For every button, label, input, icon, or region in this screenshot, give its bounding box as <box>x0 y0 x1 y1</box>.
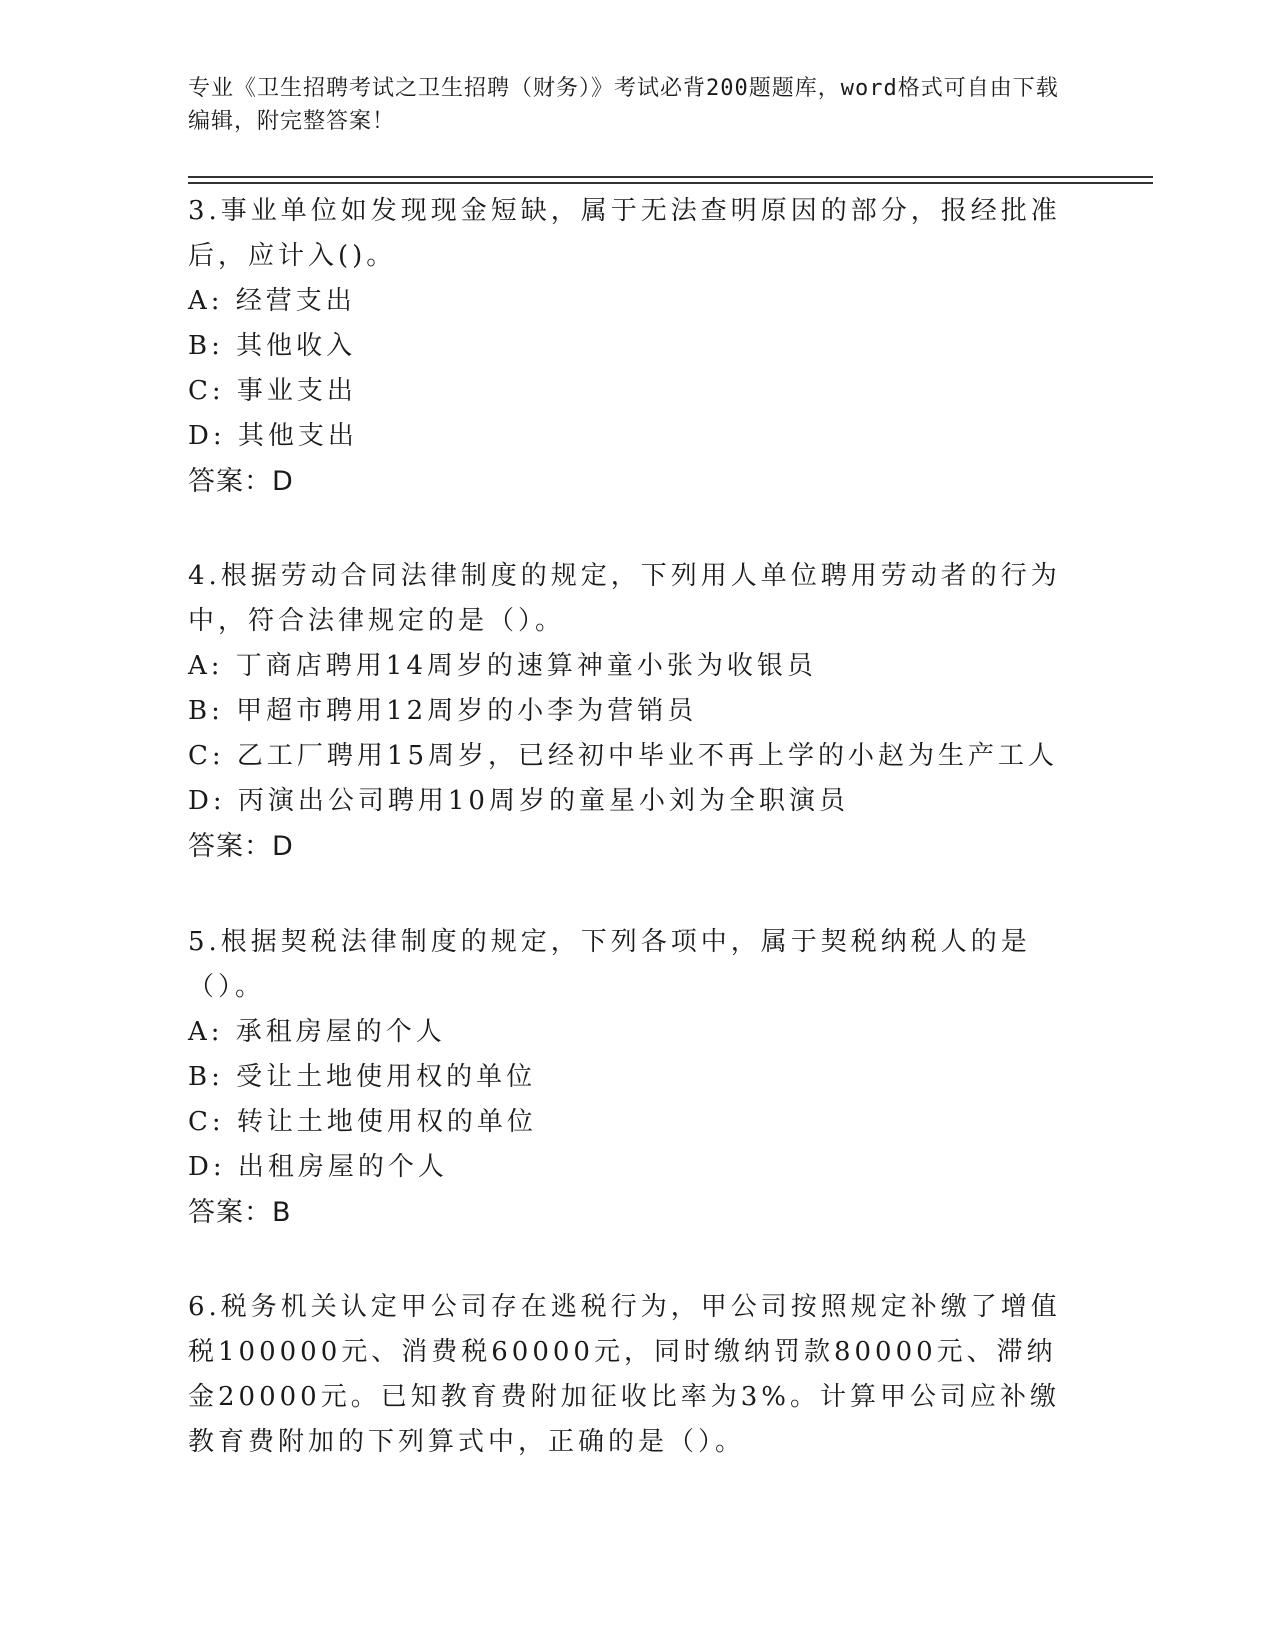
option-c: C: 转让土地使用权的单位 <box>188 1107 537 1137</box>
header-text: 专业《卫生招聘考试之卫生招聘（财务）》考试必背200题题库，word格式可自由下载编辑，附完整答案！ <box>188 76 1059 134</box>
question-5 <box>188 920 1068 1235</box>
option-c: C: 乙工厂聘用15周岁，已经初中毕业不再上学的小赵为生产工人 <box>188 741 1059 771</box>
option-a: A: 丁商店聘用14周岁的速算神童小张为收银员 <box>188 651 817 681</box>
option-d: D: 丙演出公司聘用10周岁的童星小刘为全职演员 <box>188 786 849 816</box>
option-b: B: 受让土地使用权的单位 <box>188 1062 537 1092</box>
question-stem: 5.根据契税法律制度的规定，下列各项中，属于契税纳税人的是（）。 <box>188 927 1031 1002</box>
header-divider-bottom <box>188 182 1153 184</box>
question-4 <box>188 554 1068 869</box>
option-d: D: 出租房屋的个人 <box>188 1152 448 1182</box>
question-6 <box>188 1285 1068 1465</box>
header-divider-top <box>188 176 1153 178</box>
answer: 答案：D <box>188 466 294 497</box>
answer: 答案：B <box>188 1197 292 1228</box>
option-a: A: 经营支出 <box>188 286 356 316</box>
option-b: B: 甲超市聘用12周岁的小李为营销员 <box>188 696 698 726</box>
question-stem: 4.根据劳动合同法律制度的规定，下列用人单位聘用劳动者的行为中，符合法律规定的是（）。 <box>188 561 1061 636</box>
question-3 <box>188 189 1068 504</box>
option-a: A: 承租房屋的个人 <box>188 1017 446 1047</box>
option-d: D: 其他支出 <box>188 421 358 451</box>
option-b: B: 其他收入 <box>188 331 357 361</box>
option-c: C: 事业支出 <box>188 376 357 406</box>
question-stem: 3.事业单位如发现现金短缺，属于无法查明原因的部分，报经批准后，应计入()。 <box>188 196 1061 271</box>
question-stem: 6.税务机关认定甲公司存在逃税行为，甲公司按照规定补缴了增值税100000元、消费税60000元，同时缴纳罚款80000元、滞纳金20000元。已知教育费附加征收比率为3%。计算甲公司应补缴教育费附加的下列算式中，正确的是（）。 <box>188 1292 1061 1457</box>
document-header <box>188 72 1068 138</box>
answer: 答案：D <box>188 831 294 862</box>
